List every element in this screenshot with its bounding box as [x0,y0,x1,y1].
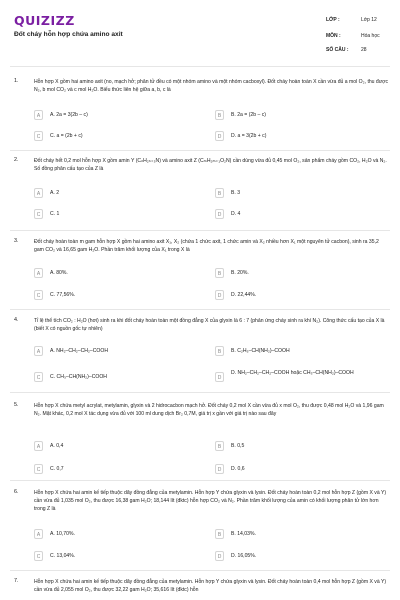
option-letter-box: C [34,290,43,300]
option-text: D. a = 3(2b + c) [231,132,267,139]
option-a[interactable] [34,110,204,122]
option-text: D. NH₂–CH₂–CH₂–COOH hoặc CH₃–CH(NH₂)–COOH [231,369,354,376]
question-7 [0,578,400,600]
option-d[interactable] [215,290,385,302]
worksheet-title: Đốt cháy hỗn hợp chứa amino axit [14,31,123,38]
question-text: Hỗn hợp X chứa hai amin kế tiếp thuộc dãy đồng đẳng của metylamin. Hỗn hợp Y chứa glyxin và lysin. Đốt cháy hoàn toàn 0,4 mol hỗn hợp Z (gồm X và Y) cần vừa đủ 2,055 mol O₂, thu được 32,22 gam H₂O; 35,616 lít (đktc) hỗn [34,579,387,593]
option-letter-box: B [215,346,224,356]
option-letter-box: B [215,188,224,198]
option-text: C. 13,04%. [50,552,76,559]
question-number: 6. [14,489,19,495]
option-letter-box: D [215,551,224,561]
option-b[interactable] [215,441,385,453]
option-letter-box: D [215,131,224,141]
quizizz-logo: QUIZIZZ [14,13,75,28]
option-text: B. C₂H₅–CH(NH₂)–COOH [231,347,290,354]
question-divider [10,480,390,481]
option-text: A. 80%. [50,269,68,276]
question-text: Hỗn hợp X gồm hai amino axit (no, mạch hở; phân tử đều có một nhóm amino và một nhóm cacboxyl). Đốt cháy hoàn toàn X cần vừa đủ a mol O₂, thu được N₂, b mol CO₂ và c mol H₂O. Biểu thức liên hệ giữa a, b, c là [34,79,389,93]
meta-count-label: SỐ CÂU : [326,47,349,53]
option-text: D. 16,05%. [231,552,257,559]
option-letter-box: D [215,209,224,219]
option-text: A. 2 [50,189,60,196]
option-text: A. 2a = 3(2b – c) [50,111,88,118]
option-d[interactable] [215,464,385,476]
option-letter-box: C [34,464,43,474]
question-number: 7. [14,578,19,584]
question-text: Đốt cháy hoàn toàn m gam hỗn hợp X gồm hai amino axit X₁, X₂ (chứa 1 chức axit, 1 chức amin và X₂ nhiều hơn X₁ một nguyên tử cacbon), sinh ra 35,2 gam CO₂ và 16,65 gam H₂O. Phần trăm khối lượng của X₁ trong X là [34,239,379,253]
meta-subject-value: Hóa học [361,33,380,39]
option-text: D. 0,6 [231,465,245,472]
question-number: 5. [14,402,19,408]
option-b[interactable] [215,346,385,358]
question-text: Tỉ lệ thể tích CO₂ : H₂O (hơi) sinh ra khi đốt cháy hoàn toàn một đồng đẳng X của glyxin là 6 : 7 (phản ứng cháy sinh ra khí N₂). Công thức cấu tạo của X là (biết X có nguồn gốc tự nhiên) [34,318,385,332]
option-text: C. 1 [50,210,60,217]
option-letter-box: A [34,188,43,198]
option-letter-box: D [215,372,224,382]
option-text: C. a = (2b + c) [50,132,83,139]
option-text: A. 0,4 [50,442,64,449]
question-number: 2. [14,157,19,163]
question-divider [10,150,390,151]
option-c[interactable] [34,131,204,143]
question-divider [10,309,390,310]
option-text: D. 4 [231,210,241,217]
question-divider [10,570,390,571]
option-letter-box: B [215,529,224,539]
option-text: B. 14,03%. [231,530,256,537]
option-text: B. 2a = (2b – c) [231,111,266,118]
option-letter-box: B [215,268,224,278]
option-letter-box: D [215,290,224,300]
option-c[interactable] [34,209,204,221]
option-text: A. 10,70%. [50,530,75,537]
option-b[interactable] [215,110,385,122]
option-a[interactable] [34,441,204,453]
option-c[interactable] [34,372,204,384]
question-number: 1. [14,78,19,84]
option-letter-box: A [34,346,43,356]
option-letter-box: A [34,441,43,451]
header-divider [10,66,390,67]
option-a[interactable] [34,188,204,200]
option-d[interactable] [215,131,385,143]
option-text: B. 20%. [231,269,249,276]
option-b[interactable] [215,188,385,200]
question-text: Hỗn hợp X chứa hai amin kế tiếp thuộc dãy đồng đẳng của metylamin. Hỗn hợp Y chứa glyxin và lysin. Đốt cháy hoàn toàn 0,2 mol hỗn hợp Z (gồm X và Y) cần vừa đủ 1,035 mol O₂, thu được 16,38 gam H₂O; 18,144 lít (đktc) hỗn hợp CO₂ và N₂. Phần trăm khối lượng của amin có khối lượng phân tử lớn hơn trong Z là [34,490,387,512]
question-text: Đốt cháy hết 0,2 mol hỗn hợp X gồm amin Y (CₙH₂ₙ₊₃N) và amino axit Z (CₘH₂ₘ₊₁O₂N) cần dùng vừa đủ 0,45 mol O₂, sản phẩm cháy gồm CO₂, H₂O và N₂. Số đồng phân cấu tạo của Z là [34,158,387,172]
option-text: C. 0,7 [50,465,64,472]
option-c[interactable] [34,464,204,476]
option-letter-box: C [34,131,43,141]
option-letter-box: C [34,209,43,219]
option-letter-box: B [215,110,224,120]
meta-class-label: LỚP : [326,17,340,23]
option-text: C. CH₃–CH(NH₂)–COOH [50,373,107,380]
option-letter-box: A [34,529,43,539]
option-b[interactable] [215,268,385,280]
option-letter-box: C [34,372,43,382]
meta-subject-label: MÔN : [326,33,341,39]
option-c[interactable] [34,551,204,563]
option-letter-box: B [215,441,224,451]
option-b[interactable] [215,529,385,541]
option-a[interactable] [34,268,204,280]
option-a[interactable] [34,346,204,358]
question-divider [10,392,390,393]
option-letter-box: D [215,464,224,474]
option-d[interactable] [215,368,385,386]
option-text: A. NH₂–CH₂–CH₂–COOH [50,347,109,354]
question-text: Hỗn hợp X chứa metyl acrylat, metylamin, glyxin và 2 hidrocacbon mạch hở. Đốt cháy 0,2 mol X cần vừa đủ x mol O₂, thu được 0,48 mol H₂O và 1,96 gam N₂. Mặt khác, 0,2 mol X tác dụng vừa đủ với 100 ml dung dịch Br₂ 0,7M, giá trị x gần với giá trị nào sau đây [34,403,384,417]
question-number: 3. [14,238,19,244]
option-c[interactable] [34,290,204,302]
question-divider [10,230,390,231]
option-text: B. 3 [231,189,241,196]
option-letter-box: A [34,110,43,120]
question-number: 4. [14,317,19,323]
meta-count-value: 28 [361,47,367,53]
meta-class-value: Lớp 12 [361,17,377,23]
option-text: D. 22,44%. [231,291,257,298]
option-d[interactable] [215,551,385,563]
option-d[interactable] [215,209,385,221]
option-text: B. 0,5 [231,442,245,449]
worksheet-header [0,0,400,66]
option-a[interactable] [34,529,204,541]
option-text: C. 77,56%. [50,291,76,298]
option-letter-box: C [34,551,43,561]
option-letter-box: A [34,268,43,278]
